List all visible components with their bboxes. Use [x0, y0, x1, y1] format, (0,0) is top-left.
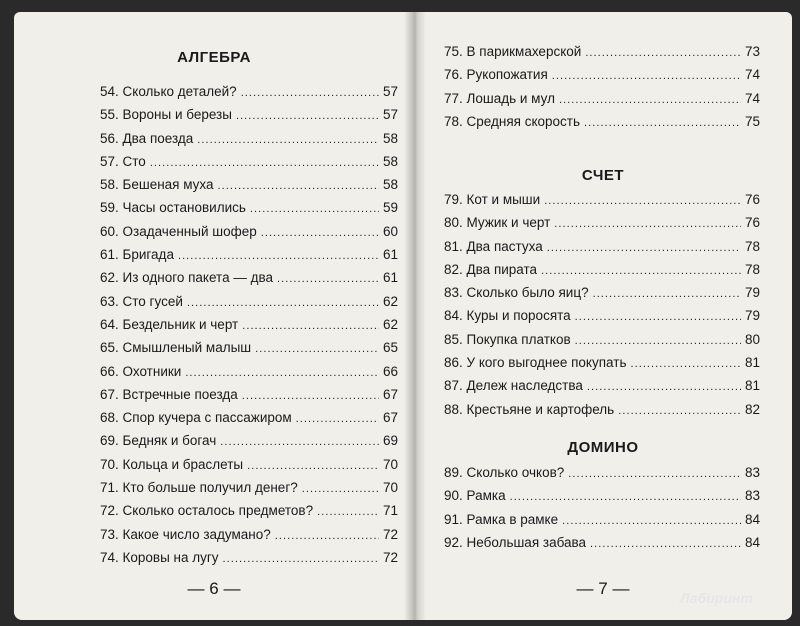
toc-entry — [100, 290, 398, 313]
toc-entry-page: 66 — [382, 363, 398, 379]
toc-entry — [444, 110, 760, 133]
toc-entry — [444, 40, 760, 63]
dot-leader — [559, 87, 741, 112]
toc-entry — [100, 360, 398, 383]
toc-entry-title: 90. Рамка — [444, 488, 506, 504]
toc-entry — [444, 374, 760, 397]
toc-entry — [100, 127, 398, 150]
toc-entry — [444, 461, 760, 484]
dot-leader — [630, 351, 740, 376]
toc-entry-title: 84. Куры и поросята — [444, 308, 571, 324]
toc-entry-title: 65. Смышленый малыш — [100, 340, 252, 356]
toc-entry-title: 61. Бригада — [100, 247, 174, 263]
section-heading-count: СЧЕТ — [581, 167, 625, 184]
toc-list-right-2 — [444, 188, 760, 421]
dot-leader — [584, 110, 741, 135]
toc-entry — [444, 304, 760, 327]
section-heading-algebra: АЛГЕБРА — [177, 49, 251, 66]
toc-entry — [444, 531, 760, 554]
dot-leader — [247, 453, 379, 478]
toc-entry-page: 81 — [744, 355, 760, 371]
toc-entry-title: 58. Бешеная муха — [100, 177, 214, 193]
toc-entry-title: 66. Охотники — [100, 363, 182, 379]
toc-entry — [100, 220, 398, 243]
toc-entry-title: 71. Кто больше получил денег? — [100, 480, 298, 496]
dot-leader — [187, 290, 379, 315]
toc-entry — [444, 211, 760, 234]
toc-entry-title: 60. Озадаченный шофер — [100, 223, 257, 239]
toc-entry — [444, 398, 760, 421]
dot-leader — [575, 328, 741, 353]
toc-entry-page: 79 — [744, 285, 760, 301]
toc-entry-page: 84 — [744, 534, 760, 550]
dot-leader — [185, 360, 379, 385]
toc-entry-title: 78. Средняя скорость — [444, 113, 580, 129]
toc-entry-title: 88. Крестьяне и картофель — [444, 401, 615, 417]
dot-leader — [593, 281, 741, 306]
toc-entry-page: 69 — [382, 433, 398, 449]
toc-entry — [444, 281, 760, 304]
dot-leader — [218, 173, 379, 198]
toc-entry-page: 62 — [382, 316, 398, 332]
toc-entry — [444, 484, 760, 507]
toc-entry-title: 57. Сто — [100, 153, 146, 169]
toc-entry-page: 61 — [382, 270, 398, 286]
dot-leader — [587, 374, 741, 399]
dot-leader — [541, 258, 741, 283]
toc-entry-title: 79. Кот и мыши — [444, 192, 541, 207]
page-number-right: — 7 — — [576, 579, 630, 598]
toc-entry-title: 83. Сколько было яиц? — [444, 285, 589, 301]
dot-leader — [150, 150, 379, 175]
toc-entry — [100, 499, 398, 522]
toc-entry — [444, 508, 760, 531]
toc-entry — [100, 103, 398, 126]
dot-leader — [544, 188, 741, 213]
toc-entry — [444, 235, 760, 258]
dot-leader — [223, 546, 379, 571]
toc-entry-title: 69. Бедняк и богач — [100, 433, 217, 449]
toc-entry-title: 62. Из одного пакета — два — [100, 270, 273, 286]
toc-entry — [100, 243, 398, 266]
section-heading-domino: ДОМИНО — [567, 439, 639, 456]
toc-entry — [444, 188, 760, 211]
toc-entry-title: 77. Лошадь и мул — [444, 90, 555, 106]
toc-list-right-3 — [444, 461, 760, 554]
dot-leader — [197, 127, 379, 152]
toc-entry-page: 67 — [382, 386, 398, 402]
toc-entry-page: 58 — [382, 130, 398, 146]
dot-leader — [241, 80, 379, 105]
book-gutter — [404, 12, 426, 620]
toc-entry — [100, 80, 398, 103]
toc-entry-page: 58 — [382, 153, 398, 169]
toc-entry — [100, 523, 398, 546]
right-page — [414, 12, 792, 620]
toc-entry-title: 92. Небольшая забава — [444, 534, 587, 550]
toc-entry — [444, 87, 760, 110]
toc-entry-page: 72 — [382, 526, 398, 542]
toc-entry-title: 54. Сколько деталей? — [100, 84, 237, 99]
toc-entry-page: 70 — [382, 480, 398, 496]
toc-entry-page: 84 — [744, 511, 760, 527]
toc-entry — [100, 476, 398, 499]
toc-entry — [100, 150, 398, 173]
left-page — [14, 12, 414, 620]
toc-entry — [444, 258, 760, 281]
toc-entry-page: 57 — [382, 84, 398, 99]
toc-entry-title: 76. Рукопожатия — [444, 67, 548, 83]
toc-entry — [444, 328, 760, 351]
dot-leader — [618, 398, 741, 423]
dot-leader — [575, 304, 741, 329]
dot-leader — [261, 220, 379, 245]
toc-entry — [100, 429, 398, 452]
toc-entry — [100, 406, 398, 429]
toc-entry-page: 59 — [382, 200, 398, 216]
toc-entry-title: 72. Сколько осталось предметов? — [100, 503, 314, 519]
toc-entry-title: 86. У кого выгоднее покупать — [444, 355, 627, 371]
toc-entry-title: 64. Бездельник и черт — [100, 316, 239, 332]
toc-entry-title: 55. Вороны и березы — [100, 107, 232, 123]
toc-entry-title: 89. Сколько очков? — [444, 465, 565, 480]
toc-entry-page: 75 — [744, 113, 760, 129]
toc-entry-page: 57 — [382, 107, 398, 123]
toc-entry-title: 63. Сто гусей — [100, 293, 183, 309]
toc-entry — [100, 453, 398, 476]
dot-leader — [552, 63, 741, 88]
toc-entry-title: 56. Два поезда — [100, 130, 194, 146]
toc-entry-title: 70. Кольца и браслеты — [100, 456, 244, 472]
toc-entry — [444, 351, 760, 374]
toc-entry-page: 76 — [744, 215, 760, 231]
toc-entry-page: 74 — [744, 67, 760, 83]
toc-entry-page: 81 — [744, 378, 760, 394]
toc-entry-title: 59. Часы остановились — [100, 200, 246, 216]
toc-entry — [100, 266, 398, 289]
toc-entry-title: 91. Рамка в рамке — [444, 511, 559, 527]
toc-entry-title: 81. Два пастуха — [444, 238, 543, 254]
dot-leader — [585, 40, 741, 65]
toc-entry-title: 82. Два пирата — [444, 261, 538, 277]
dot-leader — [590, 531, 741, 556]
toc-entry-title: 68. Спор кучера с пассажиром — [100, 410, 292, 426]
toc-entry — [100, 546, 398, 569]
toc-entry-page: 78 — [744, 238, 760, 254]
dot-leader — [242, 313, 379, 338]
toc-entry-page: 71 — [382, 503, 398, 519]
page-number-left: — 6 — — [187, 579, 241, 598]
dot-leader — [317, 499, 379, 524]
dot-leader — [255, 336, 379, 361]
toc-entry-page: 62 — [382, 293, 398, 309]
toc-entry — [100, 336, 398, 359]
toc-entry-title: 73. Какое число задумано? — [100, 526, 271, 542]
dot-leader — [510, 484, 741, 509]
toc-entry-page: 67 — [382, 410, 398, 426]
dot-leader — [277, 266, 379, 291]
toc-entry-page: 58 — [382, 177, 398, 193]
toc-entry-page: 73 — [744, 44, 760, 59]
toc-entry-title: 87. Дележ наследства — [444, 378, 583, 394]
dot-leader — [220, 429, 379, 454]
toc-entry-page: 83 — [744, 465, 760, 480]
toc-entry-page: 80 — [744, 331, 760, 347]
dot-leader — [242, 383, 379, 408]
toc-entry-page: 60 — [382, 223, 398, 239]
toc-entry-page: 61 — [382, 247, 398, 263]
dot-leader — [554, 211, 741, 236]
toc-entry-title: 74. Коровы на лугу — [100, 549, 219, 565]
toc-entry-page: 78 — [744, 261, 760, 277]
dot-leader — [296, 406, 379, 431]
dot-leader — [250, 196, 379, 221]
toc-entry-page: 82 — [744, 401, 760, 417]
dot-leader — [178, 243, 379, 268]
toc-entry-page: 76 — [744, 192, 760, 207]
toc-entry — [444, 63, 760, 86]
toc-list-left — [100, 80, 398, 569]
toc-list-right-1 — [444, 40, 760, 133]
toc-entry-page: 72 — [382, 549, 398, 565]
dot-leader — [236, 103, 379, 128]
toc-entry-title: 67. Встречные поезда — [100, 386, 238, 402]
toc-entry — [100, 383, 398, 406]
watermark-logo: Лабиринт — [680, 590, 753, 606]
dot-leader — [547, 235, 741, 260]
dot-leader — [562, 508, 741, 533]
toc-entry-title: 85. Покупка платков — [444, 331, 571, 347]
toc-entry-page: 79 — [744, 308, 760, 324]
dot-leader — [302, 476, 379, 501]
toc-entry-title: 80. Мужик и черт — [444, 215, 551, 231]
toc-entry-page: 70 — [382, 456, 398, 472]
toc-entry-title: 75. В парикмахерской — [444, 44, 582, 59]
toc-entry-page: 83 — [744, 488, 760, 504]
toc-entry-page: 65 — [382, 340, 398, 356]
toc-entry — [100, 173, 398, 196]
dot-leader — [568, 461, 741, 486]
toc-entry-page: 74 — [744, 90, 760, 106]
toc-entry — [100, 313, 398, 336]
dot-leader — [275, 523, 379, 548]
toc-entry — [100, 196, 398, 219]
